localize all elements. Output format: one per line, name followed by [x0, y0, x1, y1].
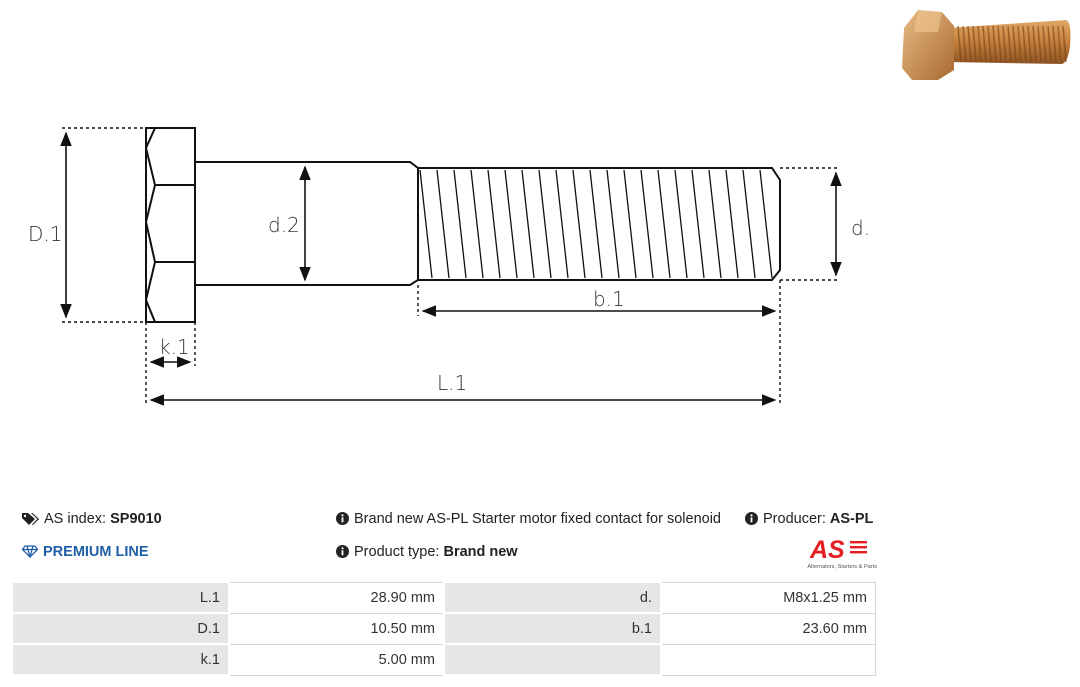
label-k1: k.1	[159, 335, 190, 359]
spec-value: 28.90 mm	[229, 582, 444, 613]
thread-line	[573, 170, 585, 278]
thread-line	[624, 170, 636, 278]
bolt-outline	[146, 128, 780, 322]
producer	[745, 511, 873, 529]
product-type-label: Product type:	[354, 544, 440, 560]
thread-line	[692, 170, 704, 278]
info-icon	[336, 512, 349, 529]
product-type	[336, 544, 518, 562]
thread-line	[709, 170, 721, 278]
label-d2: d.2	[268, 213, 300, 237]
description-text: Brand new AS-PL Starter motor fixed contact for solenoid	[354, 511, 721, 527]
spec-value: M8x1.25 mm	[661, 582, 876, 613]
spec-value: 5.00 mm	[229, 644, 444, 675]
spec-key	[444, 644, 661, 675]
spec-value	[661, 644, 876, 675]
as-index-value: SP9010	[110, 511, 162, 527]
thread-line	[488, 170, 500, 278]
spec-key: D.1	[12, 613, 229, 644]
premium-line-label: PREMIUM LINE	[43, 544, 149, 560]
thread-line	[471, 170, 483, 278]
premium-line-badge	[22, 544, 149, 562]
info-icon	[336, 545, 349, 562]
thread-line	[743, 170, 755, 278]
thread-line	[437, 170, 449, 278]
thread-line	[675, 170, 687, 278]
thread-lines	[420, 170, 772, 278]
spec-key: L.1	[12, 582, 229, 613]
label-D1: D.1	[28, 222, 63, 246]
spec-key: k.1	[12, 644, 229, 675]
spec-table	[11, 581, 876, 676]
thread-line	[590, 170, 602, 278]
thread-line	[420, 170, 432, 278]
thread-line	[607, 170, 619, 278]
label-d: d.	[851, 216, 871, 240]
tags-icon	[22, 512, 39, 529]
as-pl-logo	[792, 536, 878, 570]
product-photo	[898, 6, 1076, 86]
spec-row	[12, 613, 876, 644]
product-type-value: Brand new	[443, 544, 518, 560]
label-L1: L.1	[437, 371, 468, 395]
thread-line	[658, 170, 670, 278]
thread-line	[556, 170, 568, 278]
producer-label: Producer:	[763, 511, 826, 527]
spec-row	[12, 644, 876, 675]
thread-line	[726, 170, 738, 278]
thread-line	[454, 170, 466, 278]
spec-key: d.	[444, 582, 661, 613]
diamond-icon	[22, 545, 38, 562]
thread-line	[505, 170, 517, 278]
as-index-label: AS index:	[44, 511, 107, 527]
thread-line	[539, 170, 551, 278]
spec-value: 10.50 mm	[229, 613, 444, 644]
logo-tagline: Alternators, Starters & Parts	[807, 564, 877, 570]
producer-value: AS-PL	[829, 511, 874, 527]
info-icon	[745, 512, 758, 529]
spec-row	[12, 582, 876, 613]
thread-line	[522, 170, 534, 278]
spec-value: 23.60 mm	[661, 613, 876, 644]
thread-line	[641, 170, 653, 278]
description	[336, 511, 721, 529]
label-b1: b.1	[593, 287, 625, 311]
thread-line	[760, 170, 772, 278]
as-index	[22, 511, 162, 529]
logo-text: AS	[810, 536, 845, 564]
spec-key: b.1	[444, 613, 661, 644]
